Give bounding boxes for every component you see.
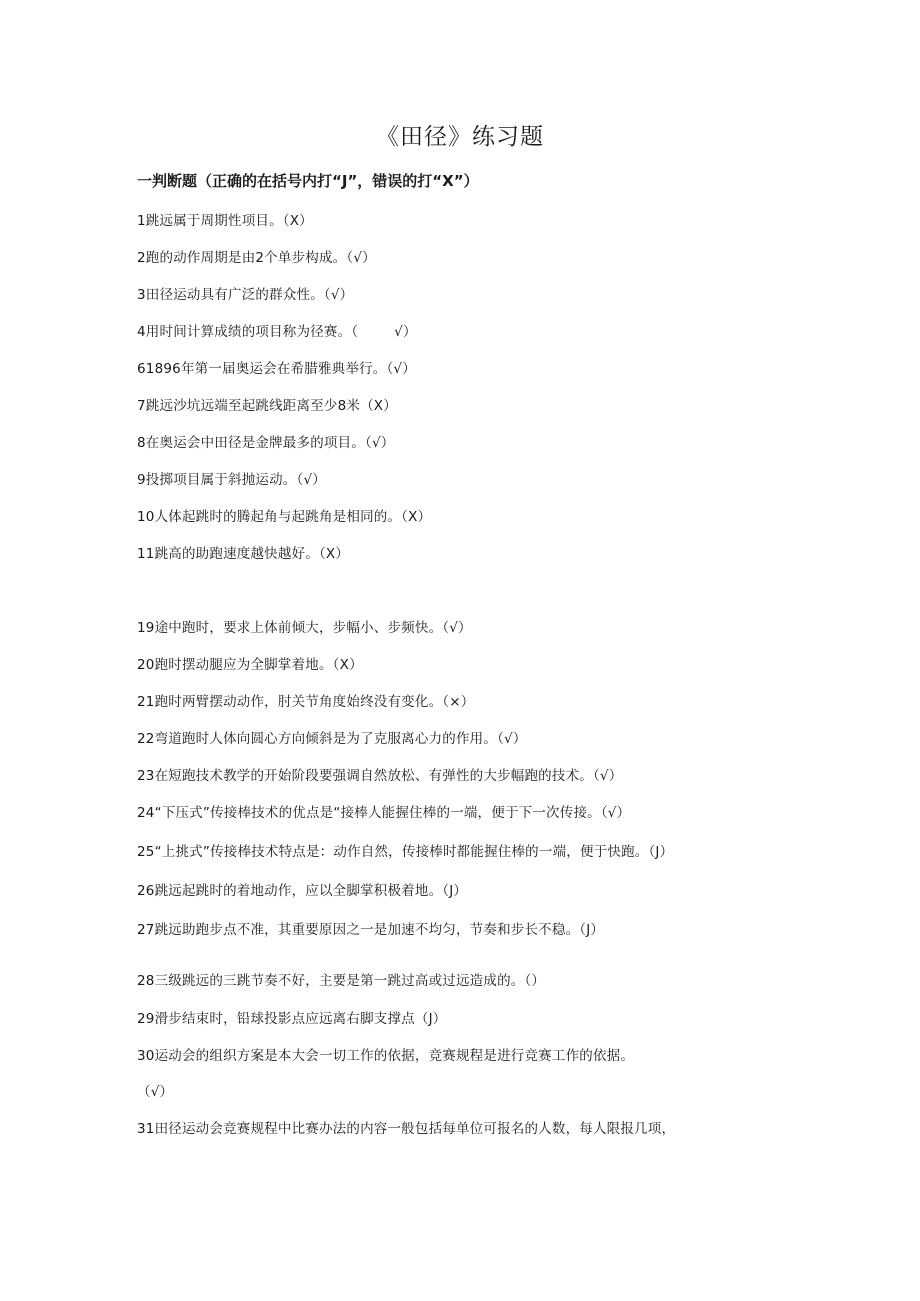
- question-line: 28三级跳远的三跳节奏不好，主要是第一跳过高或过远造成的。（）: [137, 973, 546, 989]
- question-line: 7跳远沙坑远端至起跳线距离至少8米（X）: [137, 398, 397, 414]
- question-line: 19途中跑时，要求上体前倾大，步幅小、步频快。（√）: [137, 620, 472, 636]
- question-line: 20跑时摆动腿应为全脚掌着地。（X）: [137, 657, 363, 673]
- question-line: （√）: [137, 1084, 174, 1100]
- question-line: 24“下压式”传接棒技术的优点是“接棒人能握住棒的一端，便于下一次传接。（√）: [137, 805, 631, 821]
- question-line: 31田径运动会竞赛规程中比赛办法的内容一般包括每单位可报名的人数，每人限报几项，: [137, 1121, 676, 1137]
- question-line: 30运动会的组织方案是本大会一切工作的依据，竞赛规程是进行竞赛工作的依据。: [137, 1048, 635, 1064]
- question-line: 1跳远属于周期性项目。（X）: [137, 213, 313, 229]
- question-line: 26跳远起跳时的着地动作，应以全脚掌积极着地。（J）: [137, 883, 468, 899]
- question-line: 25“上挑式”传接棒技术特点是：动作自然，传接棒时都能握住棒的一端，便于快跑。（J）: [137, 844, 674, 860]
- question-line: 8在奥运会中田径是金牌最多的项目。（√）: [137, 435, 395, 451]
- question-line: 21跑时两臂摆动动作，肘关节角度始终没有变化。（×）: [137, 694, 475, 710]
- question-line: 29滑步结束时，铅球投影点应远离右脚支撑点（J）: [137, 1011, 447, 1027]
- section-heading: 一判断题（正确的在括号内打“J”，错误的打“X”）: [137, 172, 479, 190]
- question-line: 9投掷项目属于斜抛运动。（√）: [137, 472, 326, 488]
- question-line: 11跳高的助跑速度越快越好。（X）: [137, 546, 350, 562]
- question-line: 2跑的动作周期是由2个单步构成。（√）: [137, 250, 376, 266]
- question-line: 3田径运动具有广泛的群众性。（√）: [137, 287, 354, 303]
- question-line: 4用时间计算成绩的项目称为径赛。（ √）: [137, 324, 417, 340]
- question-line: 10人体起跳时的腾起角与起跳角是相同的。（X）: [137, 509, 432, 525]
- question-line: 22弯道跑时人体向圆心方向倾斜是为了克服离心力的作用。（√）: [137, 731, 527, 747]
- document-title: 《田径》练习题: [376, 124, 544, 150]
- question-line: 61896年第一届奥运会在希腊雅典举行。（√）: [137, 361, 416, 377]
- question-line: 27跳远助跑步点不准，其重要原因之一是加速不均匀，节奏和步长不稳。（J）: [137, 922, 605, 938]
- question-line: 23在短跑技术教学的开始阶段要强调自然放松、有弹性的大步幅跑的技术。（√）: [137, 768, 623, 784]
